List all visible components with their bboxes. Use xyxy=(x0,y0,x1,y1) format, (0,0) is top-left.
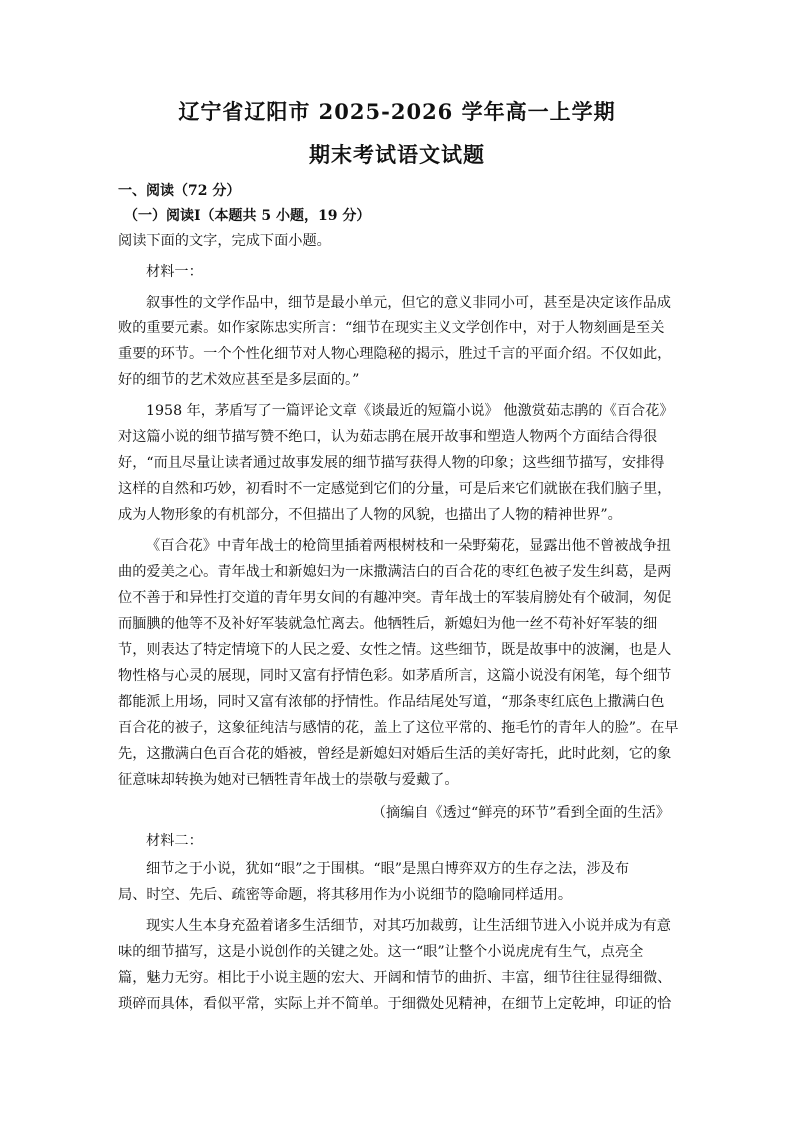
paragraph-line: 细节之于小说，犹如“眼”之于围棋。“眼”是黑白博弈双方的生存之法，涉及布 xyxy=(146,861,630,877)
paragraph-line: 叙事性的文学作品中，细节是最小单元，但它的意义非同小可，甚至是决定该作品成 xyxy=(146,295,671,311)
paragraph-line: 物性格与心灵的展现，同时又富有抒情色彩。如茅盾所言，这篇小说没有闲笔，每个细节 xyxy=(118,668,672,684)
instruction-text: 阅读下面的文字，完成下面小题。 xyxy=(118,233,331,249)
paragraph-line: 这样的自然和巧妙，初看时不一定感觉到它们的分量，可是后来它们就嵌在我们脑子里， xyxy=(118,481,672,497)
section-heading: 一、阅读（72 分） xyxy=(118,183,241,199)
subsection-heading: （一）阅读Ⅰ（本题共 5 小题，19 分） xyxy=(124,208,371,224)
paragraph-line: 好，“而且尽量让读者通过故事发展的细节描写获得人物的印象；这些细节描写，安排得 xyxy=(118,455,665,471)
document-title: 辽宁省辽阳市 2025-2026 学年高一上学期 xyxy=(178,99,616,124)
paragraph-line: 局、时空、先后、疏密等命题，将其移用作为小说细节的隐喻同样适用。 xyxy=(118,887,573,903)
paragraph-line: 1958 年，茅盾写了一篇评论文章《谈最近的短篇小说》 他激赏茹志鹃的《百合花》 xyxy=(146,403,674,419)
document-subtitle: 期末考试语文试题 xyxy=(309,142,485,167)
paragraph-line: 篇，魅力无穷。相比于小说主题的宏大、开阔和情节的曲折、丰富，细节往往显得细微、 xyxy=(118,970,672,986)
paragraph-line: 败的重要元素。如作家陈忠实所言：“细节在现实主义文学创作中，对于人物刻画是至关 xyxy=(118,320,665,336)
paragraph-line: 先，这撒满白色百合花的婚被，曾经是新媳妇对婚后生活的美好寄托，此时此刻，它的象 xyxy=(118,746,672,762)
paragraph-line: 成为人物形象的有机部分，不但描出了人物的风貌，也描出了人物的精神世界”。 xyxy=(118,507,622,523)
paragraph-line: 百合花的被子，这象征纯洁与感情的花，盖上了这位平常的、拖毛竹的青年人的脸”。在早 xyxy=(118,720,679,736)
paragraph-line: 好的细节的艺术效应甚至是多层面的。” xyxy=(118,372,360,388)
paragraph-line: 而腼腆的他等不及补好军装就急忙离去。他牺牲后，新媳妇为他一丝不苟补好军装的细 xyxy=(118,616,658,632)
paragraph-line: 味的细节描写，这是小说创作的关键之处。这一“眼”让整个小说虎虎有生气，点亮全 xyxy=(118,944,644,960)
source-citation: （摘编自《透过“鲜亮的环节”看到全面的生活》 xyxy=(371,805,670,821)
paragraph-line: 现实人生本身充盈着诸多生活细节，对其巧加裁剪，让生活细节进入小说并成为有意 xyxy=(146,918,671,934)
material1-label: 材料一： xyxy=(146,264,203,280)
paragraph-line: 曲的爱美之心。青年战士和新媳妇为一床撒满洁白的百合花的枣红色被子发生纠葛，是两 xyxy=(118,564,672,580)
material2-label: 材料二： xyxy=(146,833,203,849)
paragraph-line: 重要的环节。一个个性化细节对人物心理隐秘的揭示，胜过千言的平面介绍。不仅如此， xyxy=(118,346,672,362)
paragraph-line: 都能派上用场，同时又富有浓郁的抒情性。作品结尾处写道，“那条枣红底色上撒满白色 xyxy=(118,694,665,710)
paragraph-line: 对这篇小说的细节描写赞不绝口，认为茹志鹃在展开故事和塑造人物两个方面结合得很 xyxy=(118,429,658,445)
paragraph-line: 琐碎而具体，看似平常，实际上并不简单。于细微处见精神，在细节上定乾坤，印证的恰 xyxy=(118,996,672,1012)
paragraph-line: 《百合花》中青年战士的枪筒里插着两根树枝和一朵野菊花，显露出他不曾被战争扭 xyxy=(146,538,671,554)
paragraph-line: 位不善于和异性打交道的青年男女间的有趣冲突。青年战士的军装肩膀处有个破洞，匆促 xyxy=(118,590,672,606)
paragraph-line: 征意味却转换为她对已牺牲青年战士的崇敬与爱戴了。 xyxy=(118,772,459,788)
paragraph-line: 节，则表达了特定情境下的人民之爱、女性之情。这些细节，既是故事中的波澜，也是人 xyxy=(118,642,672,658)
